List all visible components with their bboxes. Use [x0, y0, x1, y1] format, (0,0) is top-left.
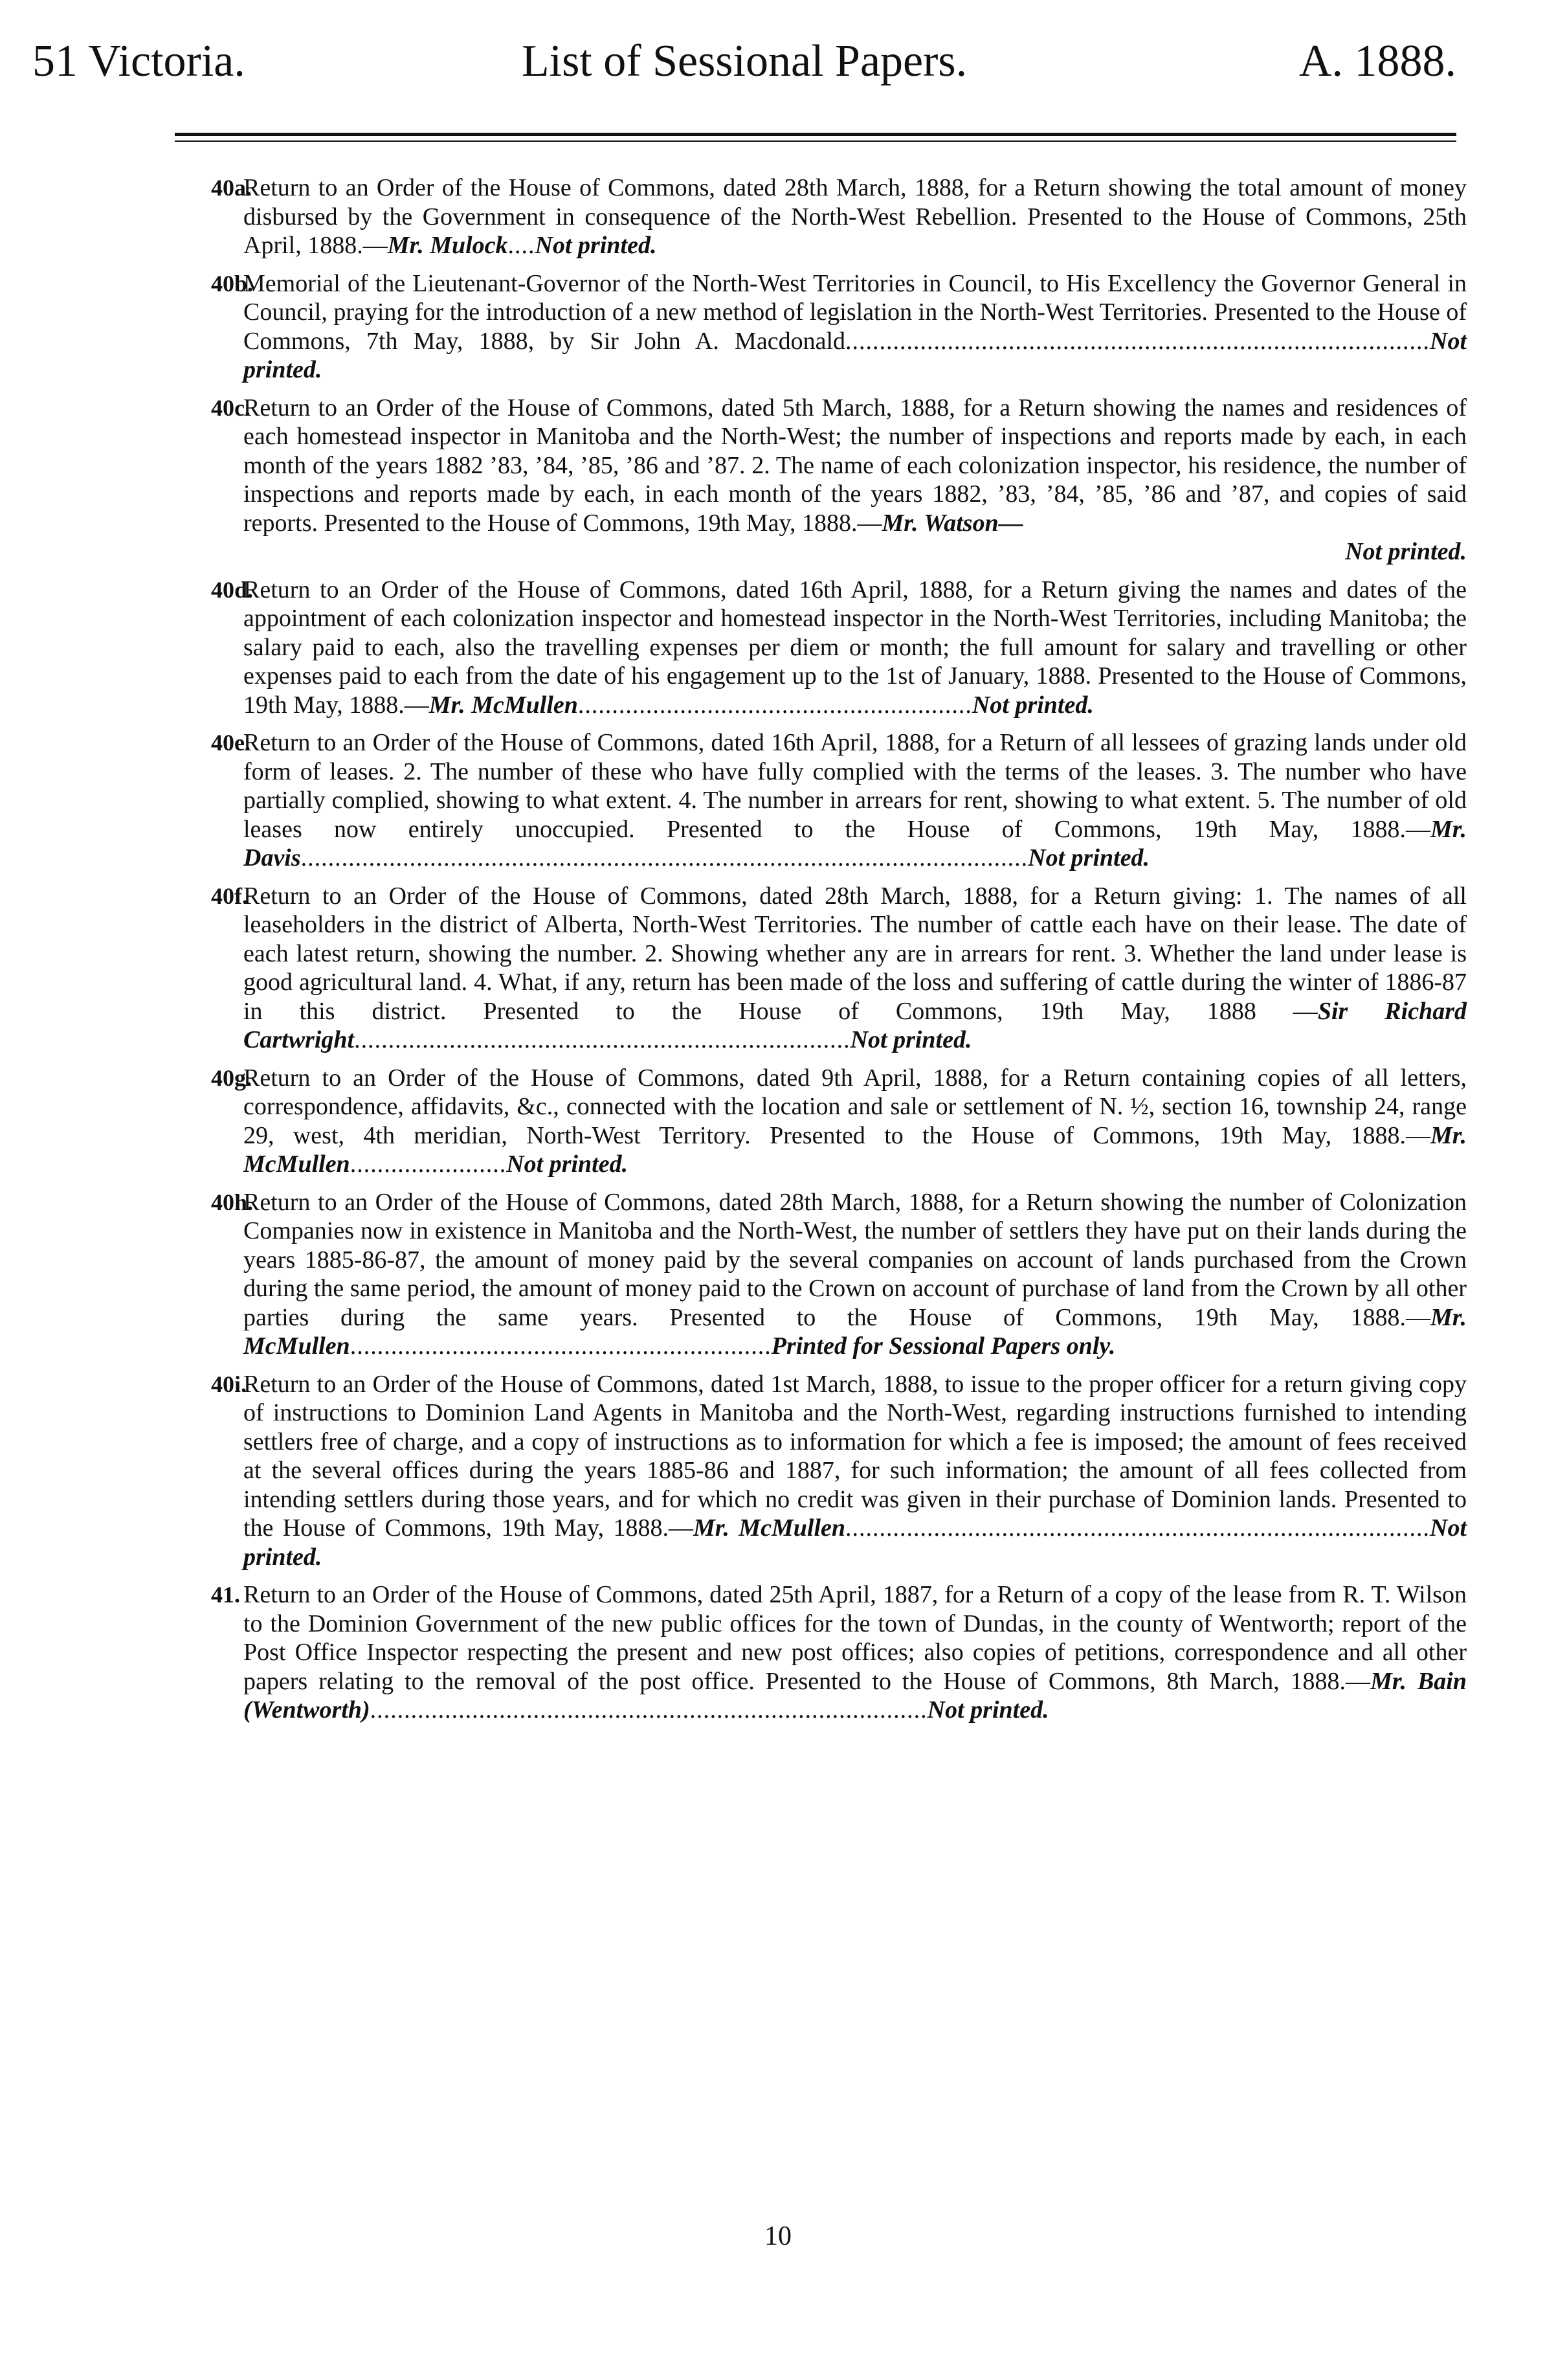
paper-status: Not printed. — [243, 327, 1467, 383]
paper-number: 40b. — [211, 270, 254, 297]
paper-number: 40f. — [211, 882, 248, 909]
leader-dots: ...................................................................................... — [845, 1514, 1430, 1542]
paper-description: Return to an Order of the House of Commons, dated 16th April, 1888, for a Return of all lessees of grazing lands under old form of leases. 2. The number of these who have fully complied with the terms of the leases. 3. The number who have partially complied, showing to what extent. 4. The number in arrears for rent, showing to what extent. 5. The number of old leases now entirely unoccupied. Presented to the House of Commons, 19th May, 1888.— — [243, 729, 1467, 843]
header-title: List of Sessional Papers. — [521, 36, 968, 86]
header-rule-thin — [175, 140, 1456, 142]
paper-mover: Mr. McMullen — [428, 691, 578, 719]
paper-mover: Mr. McMullen — [243, 1121, 1467, 1178]
leader-dots: .............................................................. — [350, 1332, 772, 1360]
paper-mover: Mr. Watson— — [882, 509, 1023, 537]
paper-entry — [36, 394, 1467, 567]
paper-number: 40a. — [211, 175, 252, 201]
paper-number: 40c. — [211, 394, 250, 421]
paper-entry — [36, 882, 1467, 1055]
leader-dots: ....................... — [350, 1151, 507, 1178]
page-header — [32, 26, 1456, 97]
paper-number: 40d. — [211, 576, 254, 603]
paper-mover: Mr. Bain (Wentworth) — [243, 1667, 1467, 1723]
paper-description: Return to an Order of the House of Commons, dated 28th March, 1888, for a Return showing the total amount of money disbursed by the Government in consequence of the North-West Rebellion. Presented to the House of Commons, 25th April, 1888.— — [243, 174, 1467, 259]
paper-number: 40h. — [211, 1189, 254, 1215]
paper-status: Not printed. — [535, 232, 657, 259]
paper-number: 40e. — [211, 730, 250, 756]
paper-status: Not printed. — [927, 1696, 1049, 1723]
paper-entry — [36, 1188, 1467, 1361]
paper-entry — [36, 174, 1467, 260]
paper-entry — [36, 1370, 1467, 1572]
leader-dots: ...................................................................................... — [845, 327, 1430, 355]
paper-status: Printed for Sessional Papers only. — [771, 1332, 1116, 1360]
paper-number: 41. — [211, 1582, 240, 1608]
leader-dots: .... — [507, 232, 535, 259]
page-number: 10 — [764, 2221, 792, 2251]
paper-mover: Mr. Davis — [243, 815, 1467, 871]
paper-mover: Mr. Mulock — [387, 232, 508, 259]
paper-description: Return to an Order of the House of Commons, dated 1st March, 1888, to issue to the proper officer for a return giving copy of instructions to Dominion Land Agents in Manitoba and the North-West, regarding instructions furnished to intending settlers free of charge, and a copy of instructions as to information for which a fee is imposed; the amount of fees received at the several offices during the years 1885-86 and 1887, for such information; the amount of all fees collected from intending settlers during those years, and for which no credit was given in their purchase of Dominion lands. Presented to the House of Commons, 19th May, 1888.— — [243, 1370, 1467, 1542]
paper-mover: Sir Richard Cartwright — [243, 997, 1467, 1053]
paper-status: Not printed. — [1345, 538, 1467, 565]
paper-number: 40g. — [211, 1064, 252, 1091]
leader-dots: ......................................................................... — [354, 1026, 850, 1053]
leader-dots: .......................................................... — [577, 691, 972, 719]
paper-description: Return to an Order of the House of Commons, dated 16th April, 1888, for a Return giving the names and dates of the appointment of each colonization inspector and homestead inspector in the North-West Territories, including Manitoba; the salary paid to each, also the travelling expenses per diem or month; the full amount for salary and travelling or other expenses paid to each from the date of his engagement up to the 1st of January, 1888. Presented to the House of Commons, 19th May, 1888.— — [243, 576, 1467, 719]
paper-status: Not printed. — [850, 1026, 972, 1053]
paper-description: Return to an Order of the House of Commons, dated 28th March, 1888, for a Return showing the number of Colonization Companies now in existence in Manitoba and the North-West, the number of settlers they have put on their lands during the years 1885-86-87, the amount of money paid by the several companies on account of lands purchased from the Crown during the same period, the amount of money paid to the Crown on account of purchase of land from the Crown by all other parties during the same years. Presented to the House of Commons, 19th May, 1888.— — [243, 1188, 1467, 1331]
paper-description: Return to an Order of the House of Commons, dated 9th April, 1888, for a Return containing copies of all letters, correspondence, affidavits, &c., connected with the location and sale or settlement of N. ½, section 16, township 24, range 29, west, 4th meridian, North-West Territory. Presented to the House of Commons, 19th May, 1888.— — [243, 1064, 1467, 1149]
header-session: 51 Victoria. — [32, 36, 245, 86]
leader-dots: .................................................................................. — [370, 1696, 928, 1723]
paper-entry — [36, 576, 1467, 720]
paper-entry — [36, 269, 1467, 385]
paper-description: Return to an Order of the House of Commons, dated 25th April, 1887, for a Return of a copy of the lease from R. T. Wilson to the Dominion Government of the new public offices for the town of Dundas, in the county of Wentworth; report of the Post Office Inspector respecting the present and new post offices; also copies of petitions, correspondence and all other papers relating to the removal of the post office. Presented to the House of Commons, 8th March, 1888.— — [243, 1581, 1467, 1695]
header-rule-thick — [175, 133, 1456, 136]
paper-description: Memorial of the Lieutenant-Governor of the North-West Territories in Council, to His Excellency the Governor General in Council, praying for the introduction of a new method of legislation in the North-West Territories. Presented to the House of Commons, 7th May, 1888, by Sir John A. Macdonald — [243, 269, 1467, 355]
paper-mover: Mr. McMullen — [243, 1303, 1467, 1360]
leader-dots: ........................................................................................................... — [300, 844, 1028, 871]
paper-status: Not printed. — [506, 1151, 628, 1178]
paper-number: 40i. — [211, 1371, 247, 1397]
sessional-paper-list — [36, 174, 1467, 1734]
paper-entry — [36, 1064, 1467, 1179]
paper-description: Return to an Order of the House of Commons, dated 5th March, 1888, for a Return showing the names and residences of each homestead inspector in Manitoba and the North-West; the number of inspections and reports made by each, in each month of the years 1882 ’83, ’84, ’85, ’86 and ’87. 2. The name of each colonization inspector, his residence, the number of inspections and reports made by each, in each month of the years 1882, ’83, ’84, ’85, ’86 and ’87, and copies of said reports. Presented to the House of Commons, 19th May, 1888.— — [243, 394, 1467, 537]
paper-mover: Mr. McMullen — [693, 1514, 846, 1542]
header-year: A. 1888. — [1298, 36, 1456, 86]
paper-status: Not printed. — [243, 1514, 1467, 1571]
paper-status: Not printed. — [972, 691, 1094, 719]
paper-entry — [36, 1580, 1467, 1725]
paper-description: Return to an Order of the House of Commons, dated 28th March, 1888, for a Return giving: 1. The names of all leaseholders in the district of Alberta, North-West Territories. The number of cattle each have on their lease. The date of each latest return, showing the number. 2. Showing whether any are in arrears for rent. 3. Whether the land under lease is good agricultural land. 4. What, if any, return has been made of the loss and suffering of cattle during the winter of 1886-87 in this district. Presented to the House of Commons, 19th May, 1888 — — [243, 882, 1467, 1025]
paper-status: Not printed. — [1028, 844, 1150, 871]
paper-entry — [36, 728, 1467, 873]
